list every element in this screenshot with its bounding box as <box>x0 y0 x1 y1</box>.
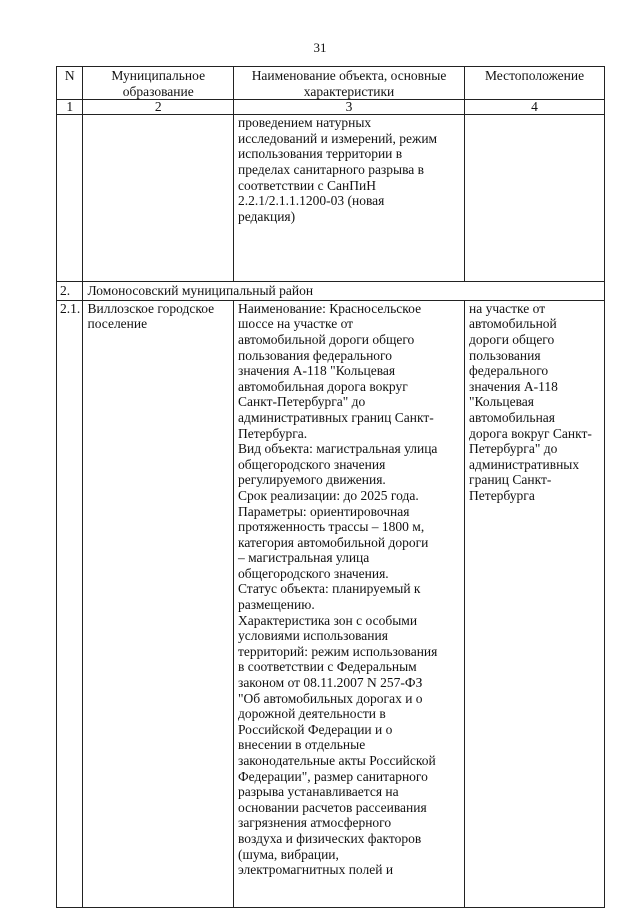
column-number-row <box>57 100 605 115</box>
document-table <box>56 66 605 908</box>
column-number: 3 <box>233 100 464 115</box>
header-n: N <box>57 67 83 100</box>
object-number: 2.1. <box>57 300 83 907</box>
text-line: границ Санкт- <box>469 472 552 488</box>
text-line: 2.2.1/2.1.1.1200-03 (новая <box>237 193 385 209</box>
object-location <box>465 300 605 907</box>
text-line: Наименование: Красносельское <box>237 300 422 316</box>
text-line: Виллозское городское <box>87 300 215 316</box>
text-line: шоссе на участке от <box>237 316 354 332</box>
text-line: условиями использования <box>237 628 388 644</box>
text-line: разрыва устанавливается на <box>237 784 399 800</box>
text-line: общегородского значения <box>237 456 386 472</box>
section-number: 2. <box>57 282 83 301</box>
text-line: в соответствии с Федеральным <box>237 659 417 675</box>
text-line: проведением натурных <box>237 115 372 131</box>
text-line: основании расчетов рассеивания <box>237 799 427 815</box>
header-name <box>233 67 464 100</box>
text-line: автомобильная дорога вокруг <box>237 378 408 394</box>
section-row <box>57 282 605 301</box>
text-line: – магистральная улица <box>237 550 370 566</box>
continuation-municipality <box>83 115 234 282</box>
text-line: территорий: режим использования <box>237 643 438 659</box>
text-line: "Об автомобильных дорогах и о <box>237 690 423 706</box>
text-line: размещению. <box>237 597 315 613</box>
text-line: воздуха и физических факторов <box>237 830 422 846</box>
text-line: использования территории в <box>237 146 403 162</box>
text-line: соответствии с СанПиН <box>237 177 376 193</box>
text-line: на участке от <box>469 300 546 316</box>
object-description <box>233 300 464 907</box>
text-line: категория автомобильной дороги <box>237 534 429 550</box>
text-line: автомобильной <box>469 316 557 332</box>
text-line: Вид объекта: магистральная улица <box>237 441 438 457</box>
text-line: законом от 08.11.2007 N 257-ФЗ <box>237 675 423 691</box>
text-line: Характеристика зон с особыми <box>237 612 418 628</box>
column-number: 1 <box>57 100 83 115</box>
text-line: Петербурга" до <box>469 441 558 457</box>
text-line: автомобильная <box>469 409 555 425</box>
header-municipality <box>83 67 234 100</box>
continuation-n <box>57 115 83 282</box>
text-line: (шума, вибрации, <box>237 846 339 862</box>
text-line: протяженность трассы – 1800 м, <box>237 519 425 535</box>
text-line: Российской Федерации и о <box>237 721 393 737</box>
text-line: редакция) <box>237 208 296 224</box>
text-line: дорожной деятельности в <box>237 706 386 722</box>
text-line: дороги общего <box>469 331 555 347</box>
text-line: федерального <box>469 363 549 379</box>
object-municipality <box>83 300 234 907</box>
header-row <box>57 67 605 100</box>
text-line: Срок реализации: до 2025 года. <box>237 487 419 503</box>
text-line: пользования <box>469 347 541 363</box>
text-line: значения А-118 "Кольцевая <box>237 363 396 379</box>
text-line: регулируемого движения. <box>237 472 386 488</box>
text-line: пределах санитарного разрыва в <box>237 161 425 177</box>
header-name-line: характеристики <box>303 83 395 99</box>
text-line: поселение <box>87 316 148 332</box>
text-line: законодательные акты Российской <box>237 753 436 768</box>
text-line: загрязнения атмосферного <box>237 815 392 831</box>
text-line: исследований и измерений, режим <box>237 130 438 146</box>
continuation-row <box>57 115 605 282</box>
text-line: автомобильной дороги общего <box>237 331 415 347</box>
header-municipality-line: Муниципальное <box>111 68 206 83</box>
text-line: электромагнитных полей и <box>237 862 394 878</box>
text-line: административных <box>469 456 580 472</box>
text-line: административных границ Санкт- <box>237 409 434 425</box>
header-location: Местоположение <box>465 67 605 100</box>
text-line: пользования федерального <box>237 347 393 363</box>
section-title: Ломоносовский муниципальный район <box>83 282 605 301</box>
column-number: 2 <box>83 100 234 115</box>
object-row <box>57 300 605 907</box>
text-line: Санкт-Петербурга" до <box>237 394 366 410</box>
page-number: 31 <box>313 40 327 55</box>
column-number: 4 <box>465 100 605 115</box>
text-line: Параметры: ориентировочная <box>237 503 410 519</box>
text-line: дорога вокруг Санкт- <box>469 425 592 441</box>
text-line: значения А-118 <box>469 378 558 394</box>
text-line: Петербурга. <box>237 425 308 441</box>
text-line: общегородского значения. <box>237 565 389 581</box>
text-line: Петербурга <box>469 487 535 503</box>
header-municipality-line: образование <box>122 83 194 99</box>
continuation-location <box>465 115 605 282</box>
text-line: Федерации", размер санитарного <box>237 768 428 784</box>
continuation-name <box>233 115 464 282</box>
header-name-line: Наименование объекта, основные <box>251 68 447 83</box>
text-line: Статус объекта: планируемый к <box>237 581 421 597</box>
text-line: "Кольцевая <box>469 394 534 410</box>
text-line: внесении в отдельные <box>237 737 366 753</box>
